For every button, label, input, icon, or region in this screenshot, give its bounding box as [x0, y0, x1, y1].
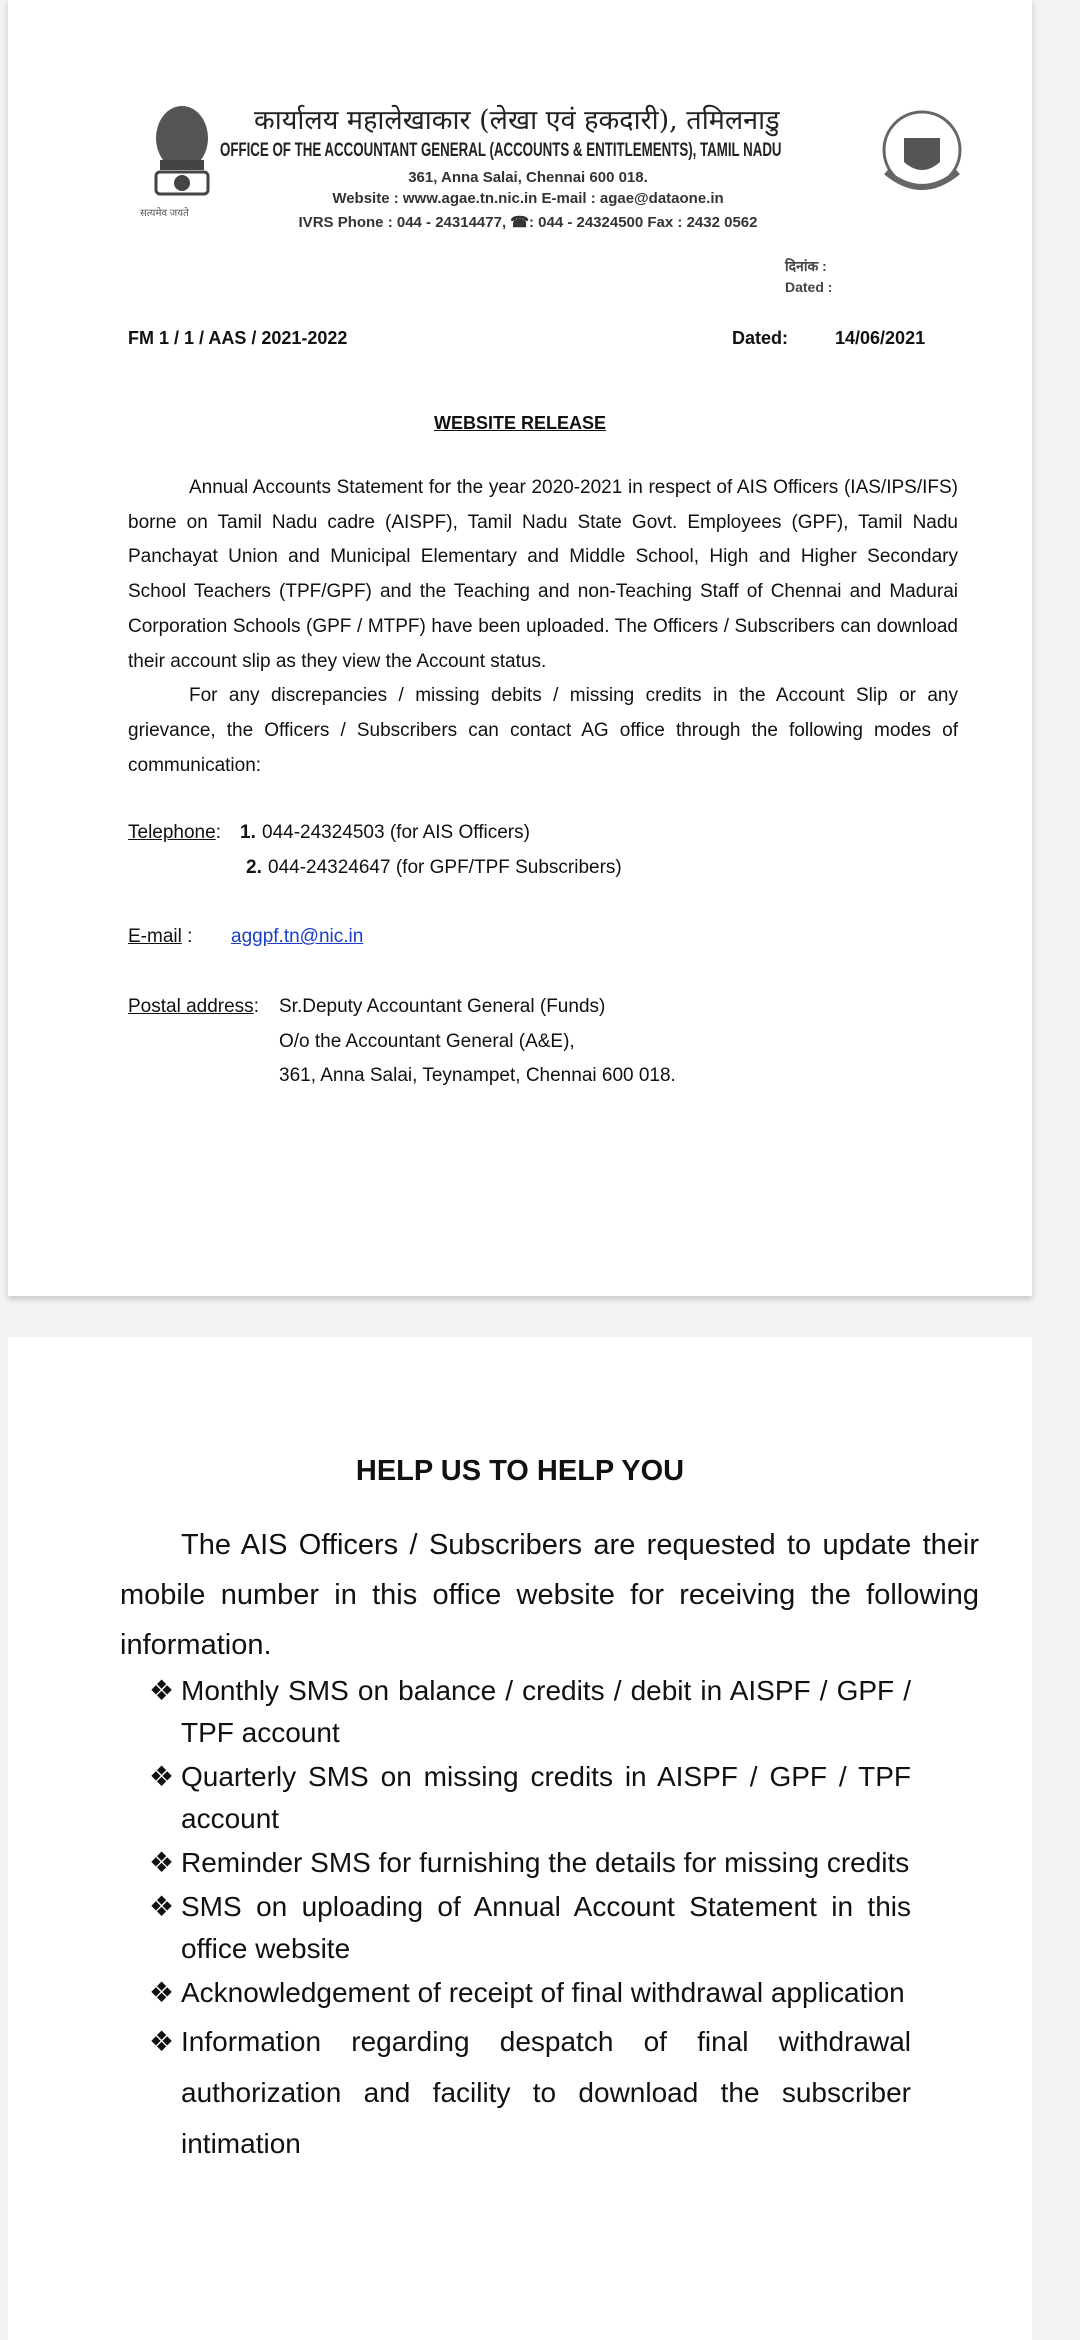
help-item: ❖ Reminder SMS for furnishing the details for missing credits: [149, 1842, 911, 1884]
help-item: ❖ SMS on uploading of Annual Account Statement in this office website: [149, 1886, 911, 1970]
postal-line-1: Sr.Deputy Accountant General (Funds): [279, 996, 606, 1017]
email-link[interactable]: aggpf.tn@nic.in: [231, 926, 364, 947]
national-emblem-icon: [142, 98, 222, 202]
reference-number: FM 1 / 1 / AAS / 2021-2022: [128, 328, 348, 348]
telephone-label: Telephone:: [128, 822, 221, 843]
motto: सत्यमेव जयते: [140, 208, 189, 219]
tel2-number: 2.: [246, 857, 262, 878]
release-body: [128, 471, 958, 783]
paragraph-2: For any discrepancies / missing debits / missing credits in the Account Slip or any grievance, the Officers / Subscribers can contact AG office through the following modes of communication:: [128, 685, 958, 776]
bullet-diamond-icon: ❖: [149, 1675, 175, 1706]
email-label: E-mail :: [128, 926, 193, 947]
help-item: ❖ Acknowledgement of receipt of final withdrawal application: [149, 1972, 911, 2014]
tel1: 044-24324503 (for AIS Officers): [262, 822, 530, 843]
telephone-label-text: Telephone: [128, 822, 216, 843]
help-title: HELP US TO HELP YOU: [355, 1455, 685, 1487]
postal-line-3: 361, Anna Salai, Teynampet, Chennai 600 018.: [279, 1065, 676, 1086]
help-item: ❖ Information regarding despatch of final withdrawal authorization and facility to download the subscriber intimation: [149, 2016, 911, 2169]
dinank-label: दिनांक :: [785, 258, 827, 274]
help-item: ❖ Monthly SMS on balance / credits / debit in AISPF / GPF / TPF account: [149, 1670, 911, 1754]
bullet-diamond-icon: ❖: [149, 1891, 175, 1922]
postal-line-2: O/o the Accountant General (A&E),: [279, 1031, 575, 1052]
phone-line: IVRS Phone : 044 - 24314477, ☎: 044 - 24324500 Fax : 2432 0562: [298, 214, 758, 231]
ref-dated-label: Dated:: [732, 328, 789, 348]
tel1-number: 1.: [240, 822, 256, 843]
email-label-text: E-mail: [128, 926, 182, 947]
cag-seal-icon: [874, 102, 970, 206]
address: 361, Anna Salai, Chennai 600 018.: [408, 169, 648, 186]
bullet-diamond-icon: ❖: [149, 1761, 175, 1792]
ref-date: 14/06/2021: [835, 328, 926, 348]
document-page-1: [8, 0, 1032, 1296]
hindi-title: कार्यालय महालेखाकार (लेखा एवं हकदारी), तमिलनाडु: [254, 105, 780, 136]
help-intro: The AIS Officers / Subscribers are requested to update their mobile number in this office website for receiving the following information.: [120, 1529, 979, 1661]
bullet-diamond-icon: ❖: [149, 1847, 175, 1878]
bullet-diamond-icon: ❖: [149, 2026, 175, 2057]
contact-line: Website : www.agae.tn.nic.in E-mail : agae@dataone.in: [332, 190, 724, 207]
paragraph-1: Annual Accounts Statement for the year 2020-2021 in respect of AIS Officers (IAS/IPS/IFS) borne on Tamil Nadu cadre (AISPF), Tamil Nadu State Govt. Employees (GPF), Tamil Nadu Panchayat Union and Municipal Elementary and Middle School, High and Higher Secondary School Teachers (TPF/GPF) and the Teaching and non-Teaching Staff of Chennai and Madurai Corporation Schools (GPF / MTPF) have been uploaded. The Officers / Subscribers can download their account slip as they view the Account status.: [128, 477, 958, 672]
tel2: 044-24324647 (for GPF/TPF Subscribers): [268, 857, 622, 878]
help-body: [120, 1520, 979, 2171]
postal-label-text: Postal address: [128, 996, 254, 1017]
release-title: WEBSITE RELEASE: [433, 413, 607, 433]
bullet-diamond-icon: ❖: [149, 1977, 175, 2008]
help-item: ❖ Quarterly SMS on missing credits in AISPF / GPF / TPF account: [149, 1756, 911, 1840]
postal-label: Postal address:: [128, 996, 259, 1017]
dated-label: Dated :: [785, 279, 833, 295]
english-title: OFFICE OF THE ACCOUNTANT GENERAL (ACCOUNTS & ENTITLEMENTS), TAMIL NADU: [220, 140, 782, 161]
